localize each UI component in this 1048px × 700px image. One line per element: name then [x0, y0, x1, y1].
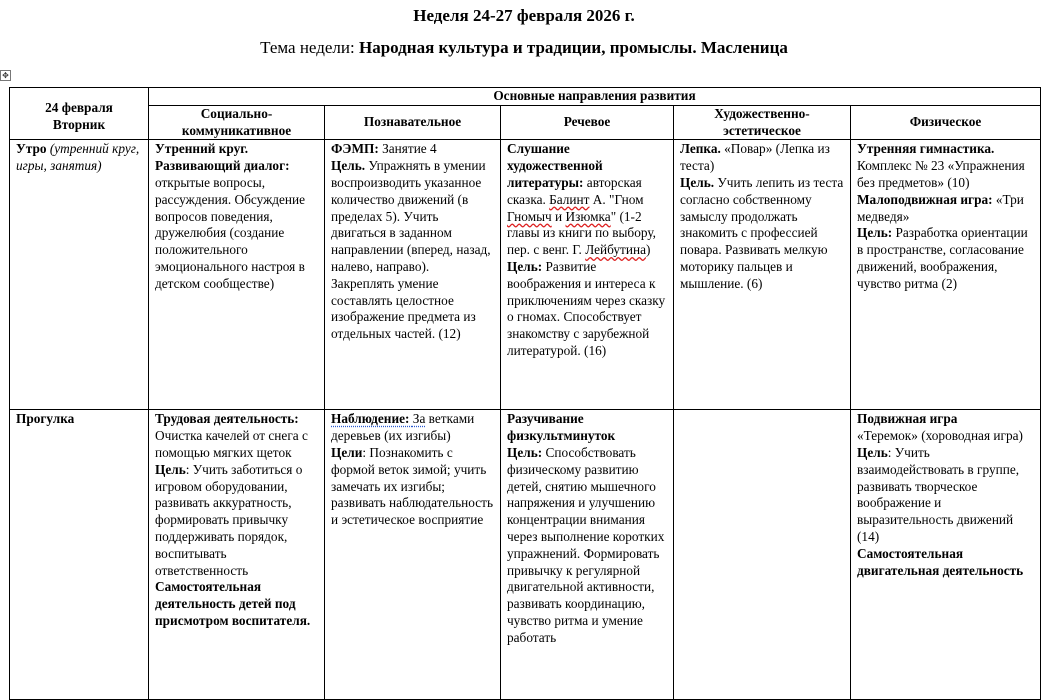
theme-prefix: Тема недели: — [260, 38, 359, 57]
row-label-walk — [10, 410, 149, 700]
morning-speech-goal-label: Цель: — [507, 258, 543, 274]
walk-speech-goal-label: Цель: — [507, 444, 543, 460]
morning-art-goal-text: Учить лепить из теста согласно собственному замыслу продолжать знакомить с профессией повара. Развивать мелкую моторику пальцев и мышление. (6) — [680, 174, 844, 291]
week-theme — [0, 38, 1048, 58]
cell-morning-speech — [501, 140, 674, 410]
walk-cognitive-text-c: ветками деревьев (их изгибы) — [331, 411, 475, 444]
walk-cognitive-goal-text: : Познакомить с формой веток зимой; учить замечать их изгибы; развивать наблюдательность и эстетическое восприятие — [331, 444, 494, 528]
walk-speech-goal-text: Способствовать физическому развитию детей, снятию мышечного напряжения и улучшению концентрации внимания через выполнение коротких упражнений. Формировать привычку к регулярной двигательной активности, развивать координацию, чувство ритма и умение работать — [507, 444, 665, 645]
spellcheck-word-translator: Лейбутина — [585, 242, 646, 258]
walk-physical-game: «Теремок» (хороводная игра) — [857, 428, 1023, 444]
morning-physical-game-label: Малоподвижная игра: — [857, 191, 993, 207]
day-date: 24 февраля — [45, 99, 113, 115]
morning-cognitive-goal-text: Упражнять в умении воспроизводить указанное количество движений (в пределах 5). Учить двигаться в заданном направлении (вперед, назад, налево, направо). Закреплять умение составлять целостное изображение предмета из отдельных частей. (12) — [331, 158, 491, 342]
walk-physical-goal-label: Цель — [857, 444, 888, 460]
walk-cognitive-heading: Наблюдение: — [331, 411, 410, 427]
column-header-physical: Физическое — [851, 105, 1041, 140]
cell-walk-social — [149, 410, 325, 700]
morning-social-subheading: Развивающий диалог: — [155, 158, 290, 174]
morning-speech-text-c: А. "Гном — [589, 191, 644, 207]
cell-morning-physical — [851, 140, 1041, 410]
morning-physical-game: «Три медведя» — [857, 191, 1024, 224]
morning-cognitive-goal-label: Цель. — [331, 158, 366, 174]
morning-art-topic: «Повар» (Лепка из теста) — [680, 141, 830, 174]
walk-physical-independent: Самостоятельная двигательная деятельность — [857, 545, 1024, 578]
theme-text: Народная культура и традиции, промыслы. Масленица — [358, 38, 788, 57]
morning-speech-text-e: и — [551, 208, 566, 224]
spellcheck-word-author: Балинт — [549, 191, 590, 207]
row-label-morning-title: Утро — [16, 141, 47, 157]
table-row-walk — [10, 410, 1041, 700]
cell-morning-art — [674, 140, 851, 410]
walk-social-text: Очистка качелей от снега с помощью мягких щеток — [155, 428, 308, 460]
walk-physical-heading: Подвижная игра — [857, 411, 958, 427]
document-title: Неделя 24-27 февраля 2026 г. — [413, 6, 635, 25]
table-row-morning — [10, 140, 1041, 410]
morning-social-heading: Утренний круг. — [155, 141, 249, 157]
morning-speech-goal-text: Развитие воображения и интереса к приключениям через сказку о гномах. Способствует знакомству с зарубежной литературой. (16) — [507, 258, 666, 358]
row-label-walk-title: Прогулка — [16, 411, 75, 427]
table-move-handle-icon[interactable]: ✥ — [0, 70, 11, 81]
walk-social-independent: Самостоятельная деятельность детей под присмотром воспитателя. — [155, 579, 311, 628]
row-label-morning-note: (утренний круг, игры, занятия) — [16, 141, 140, 174]
cell-morning-cognitive — [325, 140, 501, 410]
morning-social-text: открытые вопросы, рассуждения. Обсуждение вопросов поведения, дружелюбия (создание положительного эмоционального настроя в детском сообществе) — [155, 174, 306, 291]
day-weekday: Вторник — [52, 116, 106, 132]
morning-art-heading: Лепка. — [680, 141, 721, 157]
cell-morning-social — [149, 140, 325, 410]
morning-physical-goal-text: Разработка ориентации в пространстве, согласование движений, воображения, чувство ритма (2) — [857, 225, 1028, 291]
walk-cognitive-goal-label: Цели — [331, 444, 363, 460]
day-header — [10, 88, 149, 140]
morning-speech-text-a: авторская сказка. — [507, 174, 642, 207]
spellcheck-word-gnomych: Гномыч — [507, 208, 552, 224]
morning-cognitive-heading: ФЭМП: — [331, 141, 379, 157]
morning-speech-heading: Слушание художественной литературы: — [507, 141, 603, 190]
walk-speech-heading: Разучивание физкультминуток — [507, 411, 616, 444]
walk-social-goal-text: : Учить заботиться о игровом оборудовании, развивать аккуратность, формировать привычку поддерживать порядок, воспитывать ответственность — [155, 461, 303, 578]
walk-social-heading: Трудовая деятельность: — [155, 411, 299, 427]
morning-physical-heading: Утренняя гимнастика. — [857, 141, 995, 157]
cell-walk-speech — [501, 410, 674, 700]
walk-physical-goal-text: : Учить взаимодействовать в группе, развивать творческое воображение и выразительность движений (14) — [857, 444, 1020, 544]
morning-physical-complex: Комплекс № 23 «Упражнения без предметов» (10) — [857, 158, 1025, 190]
cell-walk-physical — [851, 410, 1041, 700]
cell-walk-art — [674, 410, 851, 700]
morning-speech-text-i: ) — [646, 242, 651, 258]
spellcheck-word-izyumka: Изюмка — [565, 208, 611, 224]
morning-speech-text-g: " (1-2 главы из книги по выбору, пер. с венг. Г. — [507, 208, 656, 258]
row-label-morning — [10, 140, 149, 410]
morning-art-goal-label: Цель. — [680, 174, 715, 190]
morning-physical-goal-label: Цель: — [857, 225, 893, 241]
cell-walk-cognitive — [325, 410, 501, 700]
column-header-art: Художественно-эстетическое — [674, 105, 851, 140]
morning-cognitive-lesson: Занятие 4 — [378, 141, 437, 157]
walk-social-goal-label: Цель — [155, 461, 186, 477]
column-header-cognitive: Познавательное — [325, 105, 501, 140]
column-header-social: Социально-коммуникативное — [149, 105, 325, 140]
weekly-plan-table — [9, 87, 1041, 700]
walk-cognitive-text-b: За — [412, 411, 426, 427]
directions-header: Основные направления развития — [149, 88, 1041, 106]
column-header-speech: Речевое — [501, 105, 674, 140]
